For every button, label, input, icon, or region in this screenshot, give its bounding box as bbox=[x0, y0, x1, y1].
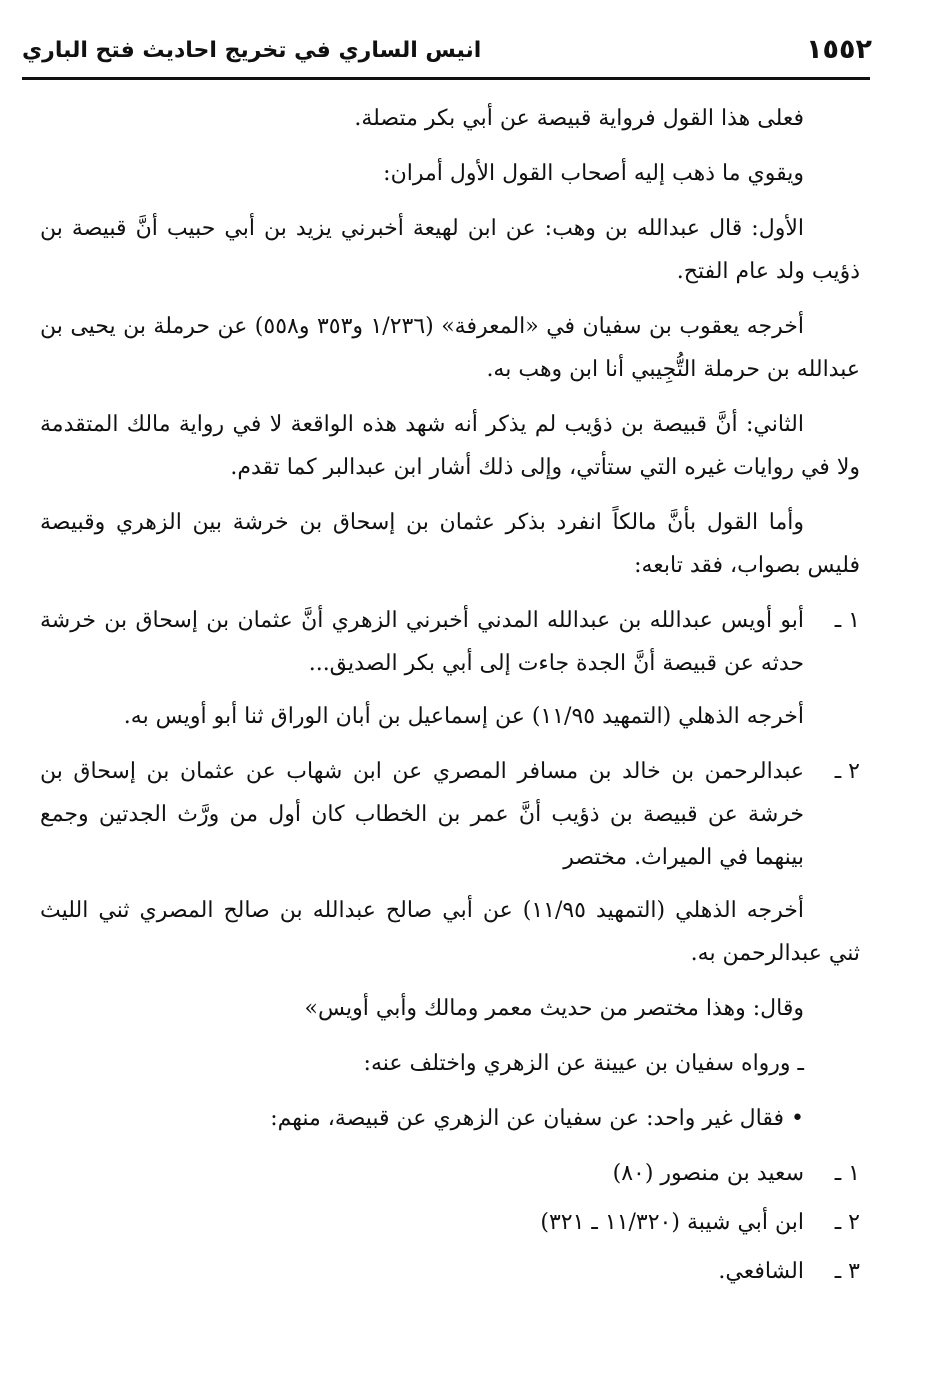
list-item bbox=[40, 1201, 860, 1244]
page-body bbox=[40, 97, 860, 1299]
list-item-text: ابن أبي شيبة (١١/٣٢٠ ـ ٣٢١) bbox=[540, 1210, 804, 1235]
page-number: ١٥٥٢ bbox=[806, 34, 872, 65]
paragraph-two-matters: ويقوي ما ذهب إليه أصحاب القول الأول أمران: bbox=[383, 161, 804, 186]
list-item-text: أبو أويس عبدالله بن عبدالله المدني أخبرني الزهري أنَّ عثمان بن إسحاق بن خرشة حدثه عن قبيصة أنَّ الجدة جاءت إلى أبي بكر الصديق... bbox=[40, 608, 804, 676]
paragraph-conclusion: فعلى هذا القول فرواية قبيصة عن أبي بكر متصلة. bbox=[354, 106, 804, 131]
list-item-number: ٢ ـ bbox=[834, 759, 860, 784]
paragraph-followers-intro: وأما القول بأنَّ مالكاً انفرد بذكر عثمان بن إسحاق بن خرشة بين الزهري وقبيصة فليس بصواب، فقد تابعه: bbox=[40, 510, 860, 578]
list-item-number: ١ ـ bbox=[834, 1161, 860, 1186]
paragraph-bullet: • فقال غير واحد: عن سفيان عن الزهري عن قبيصة، منهم: bbox=[270, 1106, 804, 1131]
running-title: انيس الساري في تخريج احاديث فتح الباري bbox=[22, 38, 482, 63]
paragraph-first-source: أخرجه يعقوب بن سفيان في «المعرفة» (١/٢٣٦ و٣٥٣ و٥٥٨) عن حرملة بن يحيى بن عبدالله بن حرملة التُّجِيبي أنا ابن وهب به. bbox=[40, 314, 860, 382]
list-item bbox=[40, 1152, 860, 1195]
list-item-number: ٣ ـ bbox=[834, 1259, 860, 1284]
paragraph-second-matter: الثاني: أنَّ قبيصة بن ذؤيب لم يذكر أنه شهد هذه الواقعة لا في رواية مالك المتقدمة ولا في روايات غيره التي ستأتي، وإلى ذلك أشار ابن عبدالبر كما تقدم. bbox=[40, 412, 860, 480]
list-item-text: الشافعي. bbox=[718, 1259, 804, 1284]
list-item-source: أخرجه الذهلي (التمهيد ١١/٩٥) عن إسماعيل بن أبان الوراق ثنا أبو أويس به. bbox=[123, 704, 804, 729]
list-item bbox=[40, 750, 860, 879]
paragraph-first-matter: الأول: قال عبدالله بن وهب: عن ابن لهيعة أخبرني يزيد بن أبي حبيب أنَّ قبيصة بن ذؤيب ولد عام الفتح. bbox=[40, 216, 860, 284]
list-item bbox=[40, 599, 860, 685]
page-header bbox=[22, 34, 872, 74]
list-item-number: ١ ـ bbox=[834, 608, 860, 633]
list-item-source: أخرجه الذهلي (التمهيد ١١/٩٥) عن أبي صالح عبدالله بن صالح المصري ثني الليث ثني عبدالرحمن به. bbox=[40, 898, 860, 966]
list-item bbox=[40, 1250, 860, 1293]
list-item-text: عبدالرحمن بن خالد بن مسافر المصري عن ابن شهاب عن عثمان بن إسحاق بن خرشة عن قبيصة بن ذؤيب أنَّ عمر بن الخطاب كان أول من ورَّث الجدتين وجمع بينهما في الميراث. مختصر bbox=[40, 759, 804, 870]
list-item-number: ٢ ـ bbox=[834, 1210, 860, 1235]
paragraph-dhuhli-remark: وقال: وهذا مختصر من حديث معمر ومالك وأبي أويس» bbox=[304, 996, 804, 1021]
paragraph-ibn-uyayna: ـ ورواه سفيان بن عيينة عن الزهري واختلف عنه: bbox=[363, 1051, 804, 1076]
header-divider bbox=[22, 77, 870, 80]
list-item-text: سعيد بن منصور (٨٠) bbox=[612, 1161, 804, 1186]
